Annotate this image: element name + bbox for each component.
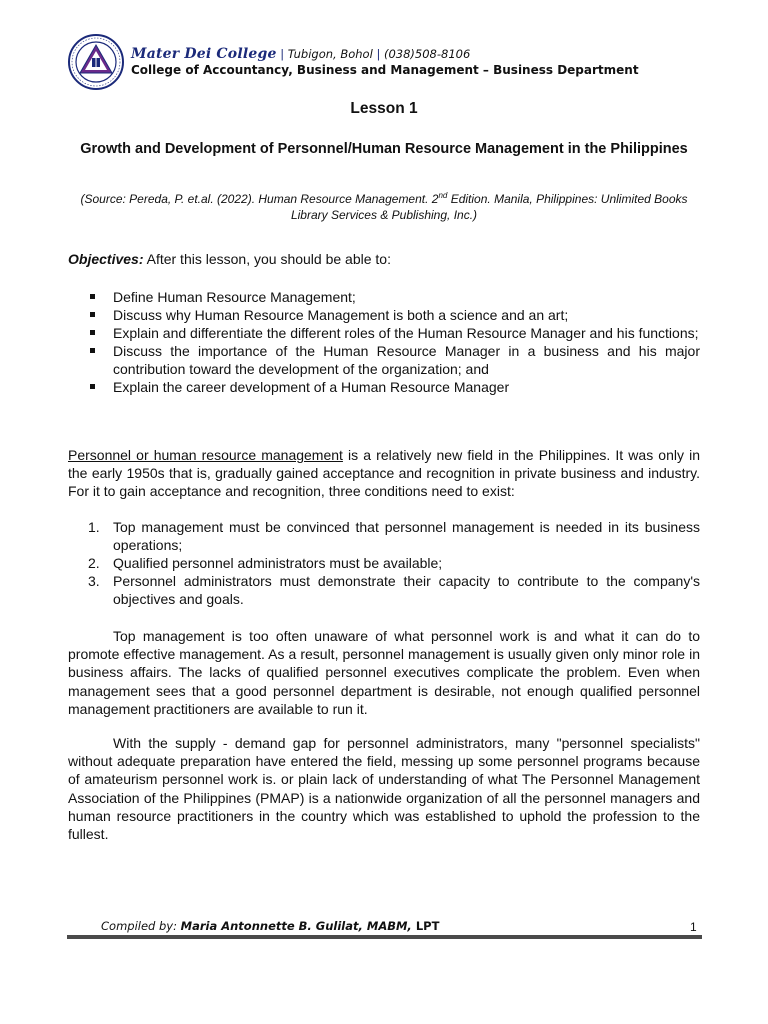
- header-separator: |: [376, 47, 381, 61]
- lesson-label: Lesson 1: [350, 100, 418, 117]
- list-item: Discuss why Human Resource Management is both a science and an art;: [86, 306, 700, 324]
- list-item: Define Human Resource Management;: [86, 288, 700, 306]
- footer-divider: [67, 935, 702, 939]
- list-item-text: Top management must be convinced that personnel management is needed in its business operations;: [113, 519, 700, 553]
- page-number: 1: [690, 920, 697, 934]
- objectives-list: [86, 288, 700, 396]
- footer-compiled-by: [101, 919, 439, 933]
- source-citation-start: (Source: Pereda, P. et.al. (2022). Human Resource Management. 2: [80, 192, 439, 206]
- objectives-intro: After this lesson, you should be able to:: [143, 251, 391, 267]
- list-item-text: Qualified personnel administrators must be available;: [113, 555, 443, 571]
- intro-paragraph: [68, 446, 700, 501]
- list-item: [88, 518, 700, 554]
- college-location: Tubigon, Bohol: [287, 47, 373, 61]
- college-name: Mater Dei College: [131, 46, 277, 62]
- objectives-label: Objectives:: [68, 251, 144, 267]
- intro-paragraph-text: is a relatively new field in the Philippines. It was only in the early 1950s that is, gradually gained acceptance and recognition in private business and industry. For it to gain acceptance and recognition, three conditions need to exist:: [68, 447, 700, 500]
- list-item: Explain the career development of a Human Resource Manager: [86, 378, 700, 396]
- list-number: 1.: [88, 519, 100, 535]
- college-seal-icon: [68, 34, 124, 90]
- header-contact-line: [131, 46, 470, 62]
- list-item: [88, 554, 700, 572]
- compiled-label: Compiled by:: [101, 919, 181, 933]
- conditions-list: [88, 518, 700, 608]
- list-number: 2.: [88, 555, 100, 571]
- department-name: College of Accountancy, Business and Management – Business Department: [131, 63, 639, 77]
- list-item-text: Personnel administrators must demonstrate their capacity to contribute to the company's objectives and goals.: [113, 573, 700, 607]
- author-name: Maria Antonnette B. Gulilat, MABM,: [180, 919, 412, 933]
- header-separator: |: [280, 47, 285, 61]
- college-phone: (038)508-8106: [383, 47, 471, 61]
- source-citation: [80, 188, 688, 223]
- lesson-title: Growth and Development of Personnel/Human Resource Management in the Philippines: [80, 141, 688, 157]
- source-citation-superscript: nd: [438, 191, 448, 200]
- author-credential: LPT: [411, 919, 440, 933]
- objectives-heading: [68, 251, 391, 267]
- key-term: Personnel or human resource management: [68, 447, 343, 463]
- list-number: 3.: [88, 573, 100, 589]
- list-item: Discuss the importance of the Human Resource Manager in a business and his major contribution toward the development of the organization; and: [86, 342, 700, 378]
- list-item: Explain and differentiate the different roles of the Human Resource Manager and his functions;: [86, 324, 700, 342]
- body-paragraph: With the supply - demand gap for personnel administrators, many "personnel specialists" without adequate preparation have entered the field, messing up some personnel programs because of amateurism personnel work is. or plain lack of understanding of what The Personnel Management Association of the Philippines (PMAP) is a nationwide organization of all the personnel managers and human resource practitioners in the country which was established to uphold the profession to the fullest.: [68, 735, 700, 843]
- list-item: [88, 572, 700, 608]
- source-citation-end: Edition. Manila, Philippines: Unlimited Books Library Services & Publishing, Inc.): [290, 192, 688, 222]
- body-paragraph: Top management is too often unaware of what personnel work is and what it can do to promote effective management. As a result, personnel management is usually given only minor role in business affairs. The lacks of qualified personnel executives complicate the problem. Even when management sees that a good personnel department is desirable, not enough qualified personnel management practitioners are available to run it.: [68, 628, 700, 717]
